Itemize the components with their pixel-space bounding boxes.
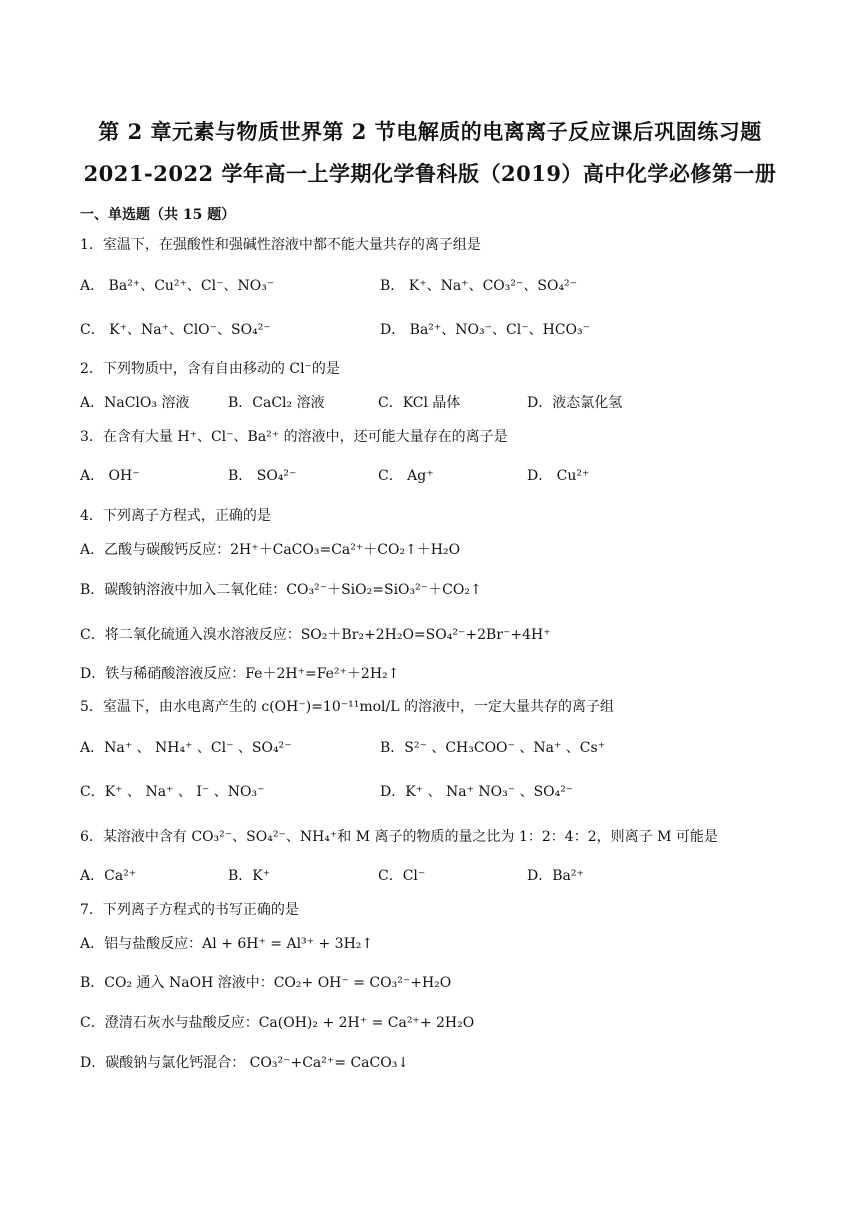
question-6-option-d: D．Ba²⁺ xyxy=(527,868,584,884)
question-3-option-a: A． OH⁻ xyxy=(80,468,140,484)
question-1-option-b: B． K⁺、Na⁺、CO₃²⁻、SO₄²⁻ xyxy=(380,278,578,294)
question-7-option-a: A．铝与盐酸反应：Al + 6H⁺ = Al³⁺ + 3H₂↑ xyxy=(80,936,374,952)
question-3-stem: 3．在含有大量 H⁺、Cl⁻、Ba²⁺ 的溶液中，还可能大量存在的离子是 xyxy=(80,429,508,445)
question-2-stem: 2．下列物质中，含有自由移动的 Cl⁻的是 xyxy=(80,361,340,377)
question-2-option-b: B．CaCl₂ 溶液 xyxy=(228,395,325,411)
question-4-option-c: C．将二氧化硫通入溴水溶液反应：SO₂＋Br₂+2H₂O=SO₄²⁻+2Br⁻+4H⁺ xyxy=(80,627,551,643)
question-5-option-b: B．S²⁻ 、CH₃COO⁻ 、Na⁺ 、Cs⁺ xyxy=(380,740,606,756)
question-3-option-b: B． SO₄²⁻ xyxy=(228,468,297,484)
question-5-option-d: D．K⁺ 、 Na⁺ NO₃⁻ 、SO₄²⁻ xyxy=(380,784,574,800)
question-1-option-d: D． Ba²⁺、NO₃⁻、Cl⁻、HCO₃⁻ xyxy=(380,322,591,338)
question-7-option-b: B．CO₂ 通入 NaOH 溶液中：CO₂+ OH⁻ = CO₃²⁻+H₂O xyxy=(80,975,452,991)
question-5-stem: 5．室温下，由水电离产生的 c(OH⁻)=10⁻¹¹mol/L 的溶液中，一定大量共存的离子组 xyxy=(80,699,615,715)
question-3-option-c: C． Ag⁺ xyxy=(378,468,434,484)
question-2-option-d: D．液态氯化氢 xyxy=(527,395,623,411)
question-3-option-d: D． Cu²⁺ xyxy=(527,468,590,484)
question-7-option-c: C．澄清石灰水与盐酸反应：Ca(OH)₂ + 2H⁺ = Ca²⁺+ 2H₂O xyxy=(80,1015,475,1031)
document-title-line-2: 2021-2022 学年高一上学期化学鲁科版（2019）高中化学必修第一册 xyxy=(83,161,777,186)
question-7-option-d: D．碳酸钠与氯化钙混合： CO₃²⁻+Ca²⁺= CaCO₃↓ xyxy=(80,1055,410,1071)
question-7-stem: 7．下列离子方程式的书写正确的是 xyxy=(80,902,299,918)
question-6-option-a: A．Ca²⁺ xyxy=(80,868,137,884)
question-5-option-c: C．K⁺ 、 Na⁺ 、 I⁻ 、NO₃⁻ xyxy=(80,784,265,800)
question-2-option-a: A．NaClO₃ 溶液 xyxy=(80,395,190,411)
question-6-stem: 6．某溶液中含有 CO₃²⁻、SO₄²⁻、NH₄⁺和 M 离子的物质的量之比为 1：2：4：2，则离子 M 可能是 xyxy=(80,829,718,845)
question-4-stem: 4．下列离子方程式，正确的是 xyxy=(80,508,271,524)
question-6-option-c: C．Cl⁻ xyxy=(378,868,426,884)
question-1-option-a: A． Ba²⁺、Cu²⁺、Cl⁻、NO₃⁻ xyxy=(80,278,275,294)
section-heading: 一、单选题（共 15 题） xyxy=(80,207,236,223)
question-4-option-a: A．乙酸与碳酸钙反应：2H⁺＋CaCO₃=Ca²⁺＋CO₂↑＋H₂O xyxy=(80,542,461,558)
question-1-stem: 1．室温下，在强酸性和强碱性溶液中都不能大量共存的离子组是 xyxy=(80,237,481,253)
question-4-option-b: B．碳酸钠溶液中加入二氧化硅：CO₃²⁻＋SiO₂=SiO₃²⁻＋CO₂↑ xyxy=(80,582,482,598)
question-4-option-d: D．铁与稀硝酸溶液反应：Fe＋2H⁺=Fe²⁺＋2H₂↑ xyxy=(80,666,400,682)
question-2-option-c: C．KCl 晶体 xyxy=(378,395,461,411)
question-6-option-b: B．K⁺ xyxy=(228,868,271,884)
question-5-option-a: A．Na⁺ 、 NH₄⁺ 、Cl⁻ 、SO₄²⁻ xyxy=(80,740,292,756)
question-1-option-c: C． K⁺、Na⁺、ClO⁻、SO₄²⁻ xyxy=(80,322,271,338)
document-title-line-1: 第 2 章元素与物质世界第 2 节电解质的电离离子反应课后巩固练习题 xyxy=(98,119,762,144)
